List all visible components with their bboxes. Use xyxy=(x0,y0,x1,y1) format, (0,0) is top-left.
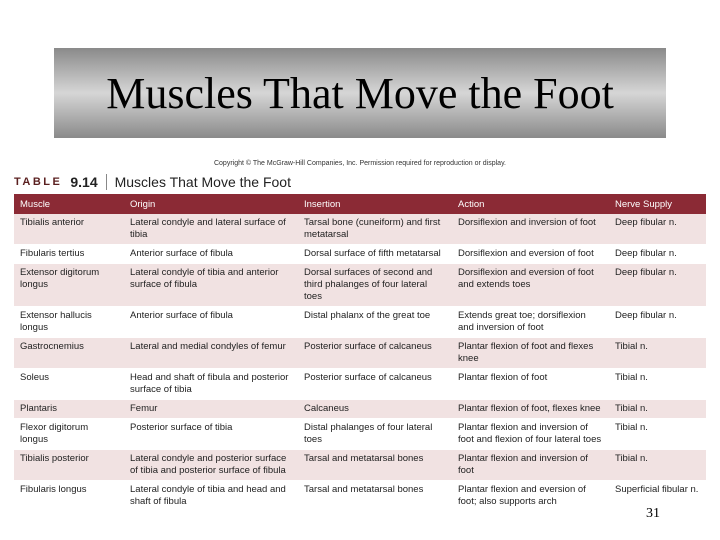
cell-nerve: Tibial n. xyxy=(609,450,706,481)
table-row xyxy=(14,214,706,245)
cell-origin: Head and shaft of fibula and posterior surface of tibia xyxy=(124,369,298,400)
muscle-table-container xyxy=(14,194,706,512)
cell-muscle: Fibularis longus xyxy=(14,481,124,512)
cell-muscle: Gastrocnemius xyxy=(14,338,124,369)
table-row xyxy=(14,419,706,450)
cell-action: Dorsiflexion and eversion of foot xyxy=(452,245,609,264)
header-nerve-supply: Nerve Supply xyxy=(609,194,706,214)
table-row xyxy=(14,369,706,400)
cell-action: Plantar flexion and eversion of foot; also supports arch xyxy=(452,481,609,512)
cell-action: Plantar flexion of foot, flexes knee xyxy=(452,400,609,419)
heading-divider xyxy=(106,174,107,190)
header-insertion: Insertion xyxy=(298,194,452,214)
cell-insertion: Tarsal bone (cuneiform) and first metatarsal xyxy=(298,214,452,245)
cell-insertion: Calcaneus xyxy=(298,400,452,419)
cell-action: Plantar flexion of foot xyxy=(452,369,609,400)
page-number: 31 xyxy=(646,506,660,521)
table-row xyxy=(14,450,706,481)
cell-origin: Lateral condyle of tibia and anterior surface of fibula xyxy=(124,264,298,307)
table-number: 9.14 xyxy=(70,174,98,190)
cell-origin: Lateral and medial condyles of femur xyxy=(124,338,298,369)
cell-origin: Lateral condyle and lateral surface of tibia xyxy=(124,214,298,245)
cell-muscle: Extensor digitorum longus xyxy=(14,264,124,307)
table-row xyxy=(14,307,706,338)
cell-origin: Lateral condyle and posterior surface of tibia and posterior surface of fibula xyxy=(124,450,298,481)
cell-insertion: Tarsal and metatarsal bones xyxy=(298,450,452,481)
table-row xyxy=(14,400,706,419)
cell-muscle: Plantaris xyxy=(14,400,124,419)
cell-nerve: Tibial n. xyxy=(609,400,706,419)
table-row xyxy=(14,245,706,264)
cell-muscle: Tibialis anterior xyxy=(14,214,124,245)
cell-insertion: Distal phalanx of the great toe xyxy=(298,307,452,338)
table-row xyxy=(14,481,706,512)
cell-insertion: Tarsal and metatarsal bones xyxy=(298,481,452,512)
cell-action: Plantar flexion and inversion of foot and flexion of four lateral toes xyxy=(452,419,609,450)
cell-nerve: Deep fibular n. xyxy=(609,307,706,338)
header-muscle: Muscle xyxy=(14,194,124,214)
table-row xyxy=(14,338,706,369)
cell-action: Plantar flexion of foot and flexes knee xyxy=(452,338,609,369)
cell-insertion: Dorsal surfaces of second and third phalanges of four lateral toes xyxy=(298,264,452,307)
cell-nerve: Deep fibular n. xyxy=(609,264,706,307)
cell-nerve: Superficial fibular n. xyxy=(609,481,706,512)
cell-origin: Posterior surface of tibia xyxy=(124,419,298,450)
cell-nerve: Tibial n. xyxy=(609,369,706,400)
slide-title: Muscles That Move the Foot xyxy=(106,68,614,118)
table-title: Muscles That Move the Foot xyxy=(114,174,291,190)
copyright-notice: Copyright © The McGraw-Hill Companies, Inc. Permission required for reproduction or display. xyxy=(213,160,506,167)
cell-insertion: Dorsal surface of fifth metatarsal xyxy=(298,245,452,264)
cell-muscle: Flexor digitorum longus xyxy=(14,419,124,450)
table-row xyxy=(14,264,706,307)
cell-action: Plantar flexion and inversion of foot xyxy=(452,450,609,481)
table-header-row xyxy=(14,194,706,214)
cell-insertion: Posterior surface of calcaneus xyxy=(298,369,452,400)
cell-nerve: Tibial n. xyxy=(609,338,706,369)
slide-title-box xyxy=(54,48,666,138)
cell-insertion: Posterior surface of calcaneus xyxy=(298,338,452,369)
table-heading xyxy=(14,172,706,192)
header-action: Action xyxy=(452,194,609,214)
cell-action: Dorsiflexion and inversion of foot xyxy=(452,214,609,245)
cell-nerve: Deep fibular n. xyxy=(609,214,706,245)
cell-muscle: Extensor hallucis longus xyxy=(14,307,124,338)
cell-muscle: Tibialis posterior xyxy=(14,450,124,481)
cell-insertion: Distal phalanges of four lateral toes xyxy=(298,419,452,450)
muscle-table xyxy=(14,194,706,512)
cell-action: Dorsiflexion and eversion of foot and extends toes xyxy=(452,264,609,307)
cell-origin: Anterior surface of fibula xyxy=(124,307,298,338)
cell-origin: Femur xyxy=(124,400,298,419)
table-label: TABLE xyxy=(14,176,63,188)
header-origin: Origin xyxy=(124,194,298,214)
cell-origin: Lateral condyle of tibia and head and shaft of fibula xyxy=(124,481,298,512)
cell-action: Extends great toe; dorsiflexion and inversion of foot xyxy=(452,307,609,338)
cell-muscle: Fibularis tertius xyxy=(14,245,124,264)
cell-origin: Anterior surface of fibula xyxy=(124,245,298,264)
cell-nerve: Deep fibular n. xyxy=(609,245,706,264)
cell-muscle: Soleus xyxy=(14,369,124,400)
cell-nerve: Tibial n. xyxy=(609,419,706,450)
